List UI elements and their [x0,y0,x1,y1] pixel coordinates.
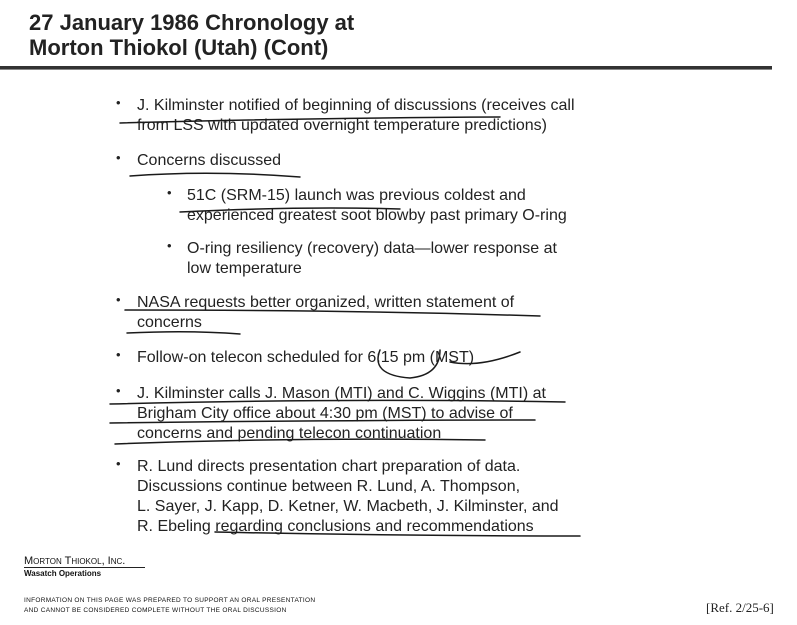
disclaimer-line: INFORMATION ON THIS PAGE WAS PREPARED TO SUPPORT AN ORAL PRESENTATION [24,597,316,604]
item-line: J. Kilminster notified of beginning of discussions (receives call [137,97,575,114]
item-line: concerns and pending telecon continuation [137,425,442,442]
item-line: low temperature [187,260,302,277]
item-line: Discussions continue between R. Lund, A. Thompson, [137,478,521,495]
bullet-icon: • [116,347,121,362]
title-line-1: 27 January 1986 Chronology at [29,10,355,35]
division-label: Wasatch Operations [24,569,102,578]
list-item [137,151,281,171]
bullet-icon: • [167,185,172,200]
company-logo-text: Morton Thiokol, Inc. [24,555,145,568]
item-line: NASA requests better organized, written statement of [137,294,515,311]
item-line: L. Sayer, J. Kapp, D. Ketner, W. Macbeth, J. Kilminster, and [137,498,559,515]
disclaimer [24,596,315,616]
bullet-icon: • [167,238,172,253]
item-line: O-ring resiliency (recovery) data—lower response at [187,240,557,257]
list-item [187,186,567,226]
list-item [137,457,559,537]
title-divider [0,66,772,70]
reference-label: [Ref. 2/25-6] [706,600,774,615]
underline-mark [130,173,300,177]
item-line: R. Lund directs presentation chart preparation of data. [137,458,521,475]
item-line: Concerns discussed [137,152,282,169]
bullet-icon: • [116,292,121,307]
list-item [137,293,514,333]
item-line: Follow-on telecon scheduled for 6:15 pm (MST) [137,349,475,366]
item-line: experienced greatest soot blowby past primary O-ring [187,207,567,224]
item-line: R. Ebeling regarding conclusions and recommendations [137,518,534,535]
list-item [137,348,474,368]
list-item [137,96,575,136]
item-line: J. Kilminster calls J. Mason (MTI) and C. Wiggins (MTI) at [137,385,546,402]
disclaimer-line: AND CANNOT BE CONSIDERED COMPLETE WITHOUT THE ORAL DISCUSSION [24,607,287,614]
bullet-icon: • [116,383,121,398]
item-line: concerns [137,314,202,331]
item-line: Brigham City office about 4:30 pm (MST) to advise of [137,405,513,422]
bullet-icon: • [116,150,121,165]
bullet-icon: • [116,456,121,471]
list-item [187,239,557,279]
item-line: from LSS with updated overnight temperature predictions) [137,117,547,134]
bullet-icon: • [116,95,121,110]
item-line: 51C (SRM-15) launch was previous coldest and [187,187,526,204]
title-line-2: Morton Thiokol (Utah) (Cont) [29,35,329,60]
list-item [137,384,546,444]
page-title [29,10,354,60]
